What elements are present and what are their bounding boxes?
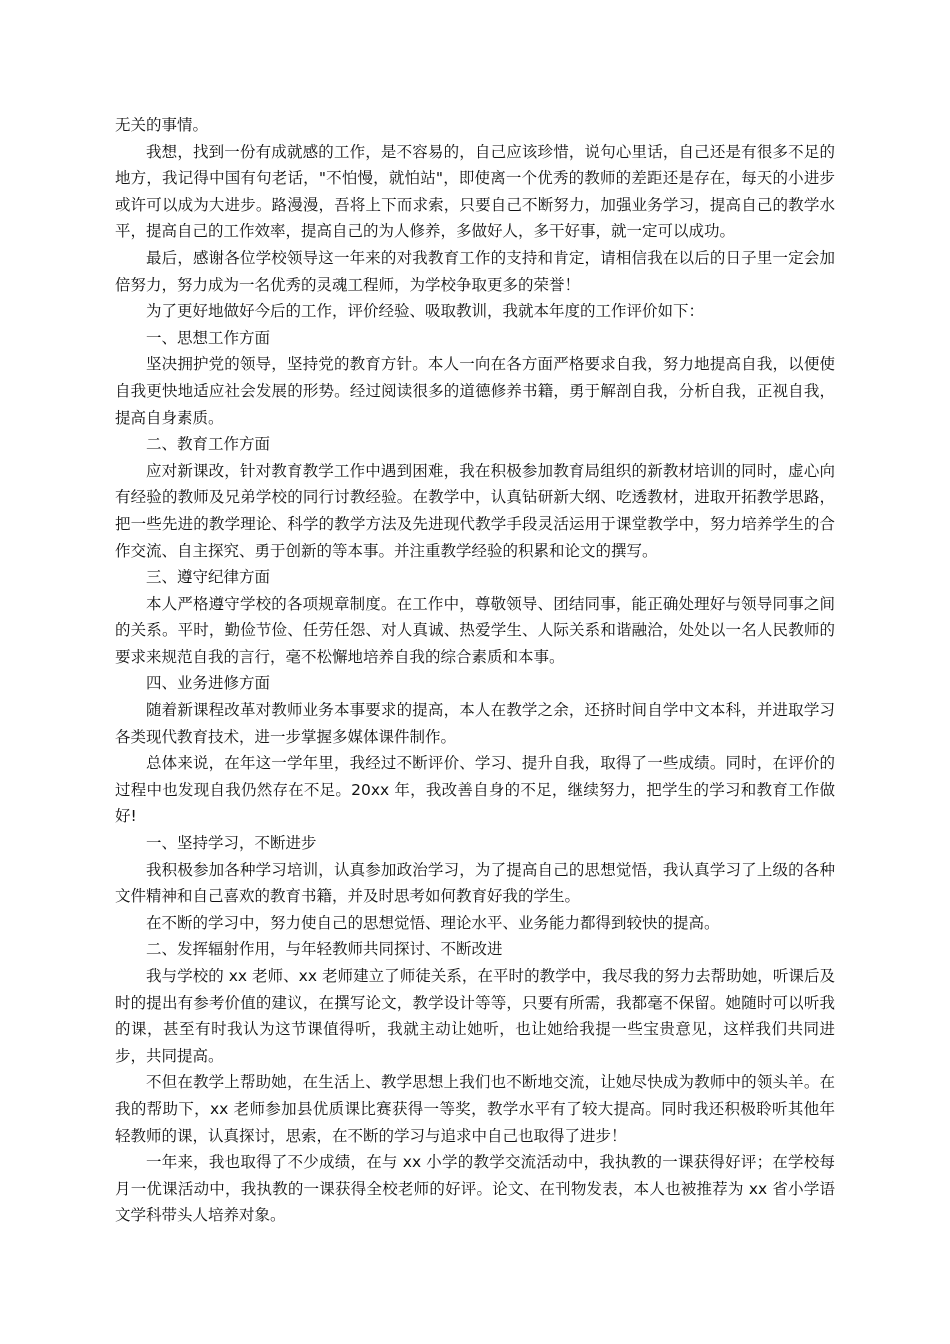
section-heading: 一、思想工作方面 (146, 328, 271, 347)
paragraph: 坚决拥护党的领导，坚持党的教育方针。本人一向在各方面严格要求自我，努力地提高自我，以便使自我更快地适应社会发展的形势。经过阅读很多的道德修养书籍，勇于解剖自我，分析自我，正视自我，提高自身素质。 (115, 355, 835, 427)
paragraph: 一年来，我也取得了不少成绩，在与 xx 小学的教学交流活动中，我执教的一课获得好评；在学校每月一优课活动中，我执教的一课获得全校老师的好评。论文、在刊物发表，本人也被推荐为 xx 省小学语文学科带头人培养对象。 (115, 1153, 835, 1225)
section-heading: 三、遵守纪律方面 (146, 568, 271, 587)
paragraph: 随着新课程改革对教师业务本事要求的提高，本人在教学之余，还挤时间自学中文本科，并进取学习各类现代教育技术，进一步掌握多媒体课件制作。 (115, 701, 835, 746)
paragraph: 最后，感谢各位学校领导这一年来的对我教育工作的支持和肯定，请相信我在以后的日子里一定会加倍努力，努力成为一名优秀的灵魂工程师，为学校争取更多的荣誉！ (115, 248, 835, 294)
section-heading: 一、坚持学习，不断进步 (146, 834, 317, 853)
paragraph: 在不断的学习中，努力使自己的思想觉悟、理论水平、业务能力都得到较快的提高。 (146, 913, 720, 932)
paragraph: 我积极参加各种学习培训，认真参加政治学习，为了提高自己的思想觉悟，我认真学习了上级的各种文件精神和自己喜欢的教育书籍，并及时思考如何教育好我的学生。 (115, 860, 835, 906)
paragraph: 本人严格遵守学校的各项规章制度。在工作中，尊敬领导、团结同事，能正确处理好与领导同事之间的关系。平时，勤俭节俭、任劳任怨、对人真诚、热爱学生、人际关系和谐融洽，处处以一名人民教师的要求来规范自我的言行，毫不松懈地培养自我的综合素质和本事。 (115, 594, 835, 666)
section-heading: 四、业务进修方面 (146, 674, 271, 693)
paragraph: 总体来说，在年这一学年里，我经过不断评价、学习、提升自我，取得了一些成绩。同时，在评价的过程中也发现自我仍然存在不足。20xx 年，我改善自身的不足，继续努力，把学生的学习和教育工作做好! (115, 754, 835, 826)
document-page (115, 112, 835, 1229)
paragraph: 不但在教学上帮助她，在生活上、教学思想上我们也不断地交流，让她尽快成为教师中的领头羊。在我的帮助下，xx 老师参加县优质课比赛获得一等奖，教学水平有了较大提高。同时我还积极聆听其他年轻教师的课，认真探讨，思索，在不断的学习与追求中自己也取得了进步！ (115, 1073, 835, 1145)
paragraph: 我与学校的 xx 老师、xx 老师建立了师徒关系，在平时的教学中，我尽我的努力去帮助她，听课后及时的提出有参考价值的建议，在撰写论文，教学设计等等，只要有所需，我都毫不保留。她随时可以听我的课，甚至有时我认为这节课值得听，我就主动让她听，也让她给我提一些宝贵意见，这样我们共同进步，共同提高。 (115, 967, 835, 1065)
paragraph: 为了更好地做好今后的工作，评价经验、吸取教训，我就本年度的工作评价如下： (146, 302, 705, 321)
paragraph: 无关的事情。 (115, 116, 209, 134)
section-heading: 二、教育工作方面 (146, 435, 271, 454)
paragraph: 应对新课改，针对教育教学工作中遇到困难，我在积极参加教育局组织的新教材培训的同时，虚心向有经验的教师及兄弟学校的同行讨教经验。在教学中，认真钻研新大纲、吃透教材，进取开拓教学思路，把一些先进的教学理论、科学的教学方法及先进现代教学手段灵活运用于课堂教学中，努力培养学生的合作交流、自主探究、勇于创新的等本事。并注重教学经验的积累和论文的撰写。 (115, 461, 835, 560)
paragraph: 我想，找到一份有成就感的工作，是不容易的，自己应该珍惜，说句心里话，自己还是有很多不足的地方，我记得中国有句老话，"不怕慢，就怕站"，即使离一个优秀的教师的差距还是存在，每天的小进步或许可以成为大进步。路漫漫，吾将上下而求索，只要自己不断努力，加强业务学习，提高自己的教学水平，提高自己的工作效率，提高自己的为人修养，多做好人，多干好事，就一定可以成功。 (115, 142, 835, 241)
section-heading: 二、发挥辐射作用，与年轻教师共同探讨、不断改进 (146, 940, 503, 959)
